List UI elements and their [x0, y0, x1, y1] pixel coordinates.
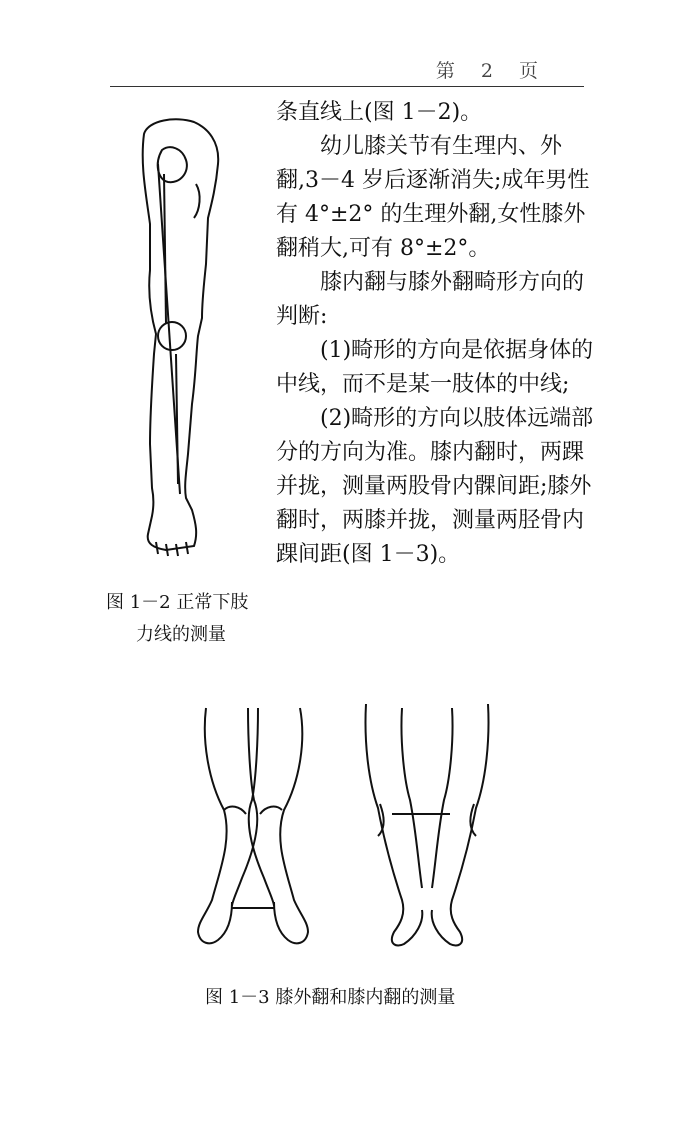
- lower-limb-axis-figure: [136, 114, 226, 560]
- paragraph: (1)畸形的方向是依据身体的中线，而不是某一肢体的中线;: [276, 338, 594, 397]
- body-text: [276, 96, 594, 572]
- paragraph: 条直线上(图 1－2)。: [276, 100, 483, 125]
- figure-caption: 力线的测量: [136, 624, 226, 645]
- paragraph: 幼儿膝关节有生理内、外翻,3－4 岁后逐渐消失;成年男性有 4°±2° 的生理外翻,女性膝外翻稍大,可有 8°±2°。: [276, 134, 590, 261]
- page-number: 第 2 页: [435, 60, 548, 82]
- knee-deformity-figure: [188, 700, 498, 955]
- paragraph: (2)畸形的方向以肢体远端部分的方向为准。膝内翻时，两踝并拢，测量两股骨内髁间距;膝外翻时，两膝并拢，测量两胫骨内踝间距(图 1－3)。: [276, 406, 594, 567]
- figure-caption: 图 1－2 正常下肢: [106, 592, 249, 613]
- page-header: [110, 52, 584, 87]
- figure-caption: 图 1－3 膝外翻和膝内翻的测量: [205, 987, 456, 1008]
- paragraph: 膝内翻与膝外翻畸形方向的判断:: [276, 270, 585, 329]
